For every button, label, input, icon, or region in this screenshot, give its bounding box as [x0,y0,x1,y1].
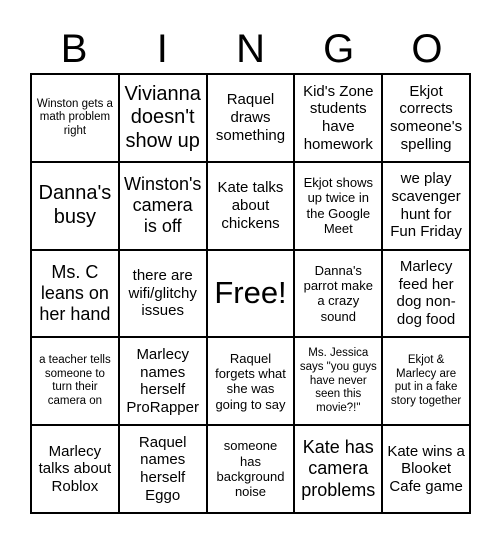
title-letter-i: I [156,27,168,71]
title-letter-g: G [323,27,355,71]
bingo-cell-r4c2[interactable]: Marlecy names herself ProRapper [119,337,207,425]
bingo-cell-r2c4[interactable]: Ekjot shows up twice in the Google Meet [294,162,382,250]
title-letter-n: N [236,27,265,71]
bingo-cell-r3c5[interactable]: Marlecy feed her dog non-dog food [382,250,470,338]
bingo-cell-r3c4[interactable]: Danna's parrot make a crazy sound [294,250,382,338]
bingo-cell-r1c1[interactable]: Winston gets a math problem right [31,74,119,162]
bingo-cell-r2c3[interactable]: Kate talks about chickens [207,162,295,250]
bingo-cell-r4c5[interactable]: Ekjot & Marlecy are put in a fake story together [382,337,470,425]
bingo-cell-r4c3[interactable]: Raquel forgets what she was going to say [207,337,295,425]
bingo-cell-r3c1[interactable]: Ms. C leans on her hand [31,250,119,338]
bingo-cell-r4c1[interactable]: a teacher tells someone to turn their camera on [31,337,119,425]
title-letter-b: B [60,27,88,71]
bingo-cell-r1c3[interactable]: Raquel draws something [207,74,295,162]
bingo-title [30,20,471,72]
bingo-cell-r5c4[interactable]: Kate has camera problems [294,425,382,513]
bingo-cell-r1c4[interactable]: Kid's Zone students have homework [294,74,382,162]
bingo-cell-r5c2[interactable]: Raquel names herself Eggo [119,425,207,513]
bingo-cell-r5c1[interactable]: Marlecy talks about Roblox [31,425,119,513]
bingo-cell-r5c5[interactable]: Kate wins a Blooket Cafe game [382,425,470,513]
bingo-cell-r2c2[interactable]: Winston's camera is off [119,162,207,250]
title-letter-o: O [411,27,443,71]
bingo-cell-r3c2[interactable]: there are wifi/glitchy issues [119,250,207,338]
bingo-cell-r1c5[interactable]: Ekjot corrects someone's spelling [382,74,470,162]
bingo-cell-r2c1[interactable]: Danna's busy [31,162,119,250]
bingo-board [30,73,471,514]
bingo-cell-r4c4[interactable]: Ms. Jessica says "you guys have never seen this movie?!" [294,337,382,425]
bingo-cell-r1c2[interactable]: Vivianna doesn't show up [119,74,207,162]
bingo-cell-free[interactable]: Free! [207,250,295,338]
bingo-cell-r5c3[interactable]: someone has background noise [207,425,295,513]
bingo-cell-r2c5[interactable]: we play scavenger hunt for Fun Friday [382,162,470,250]
